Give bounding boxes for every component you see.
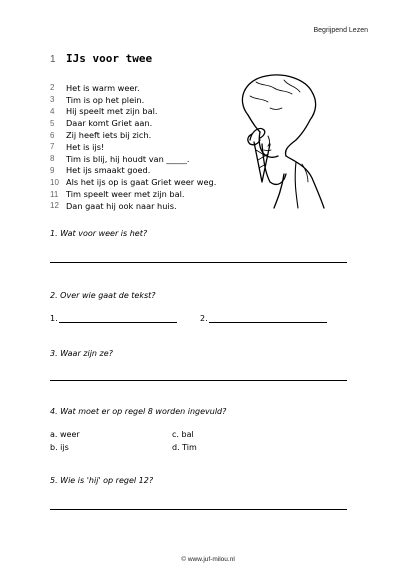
line-number: 8 [50,154,55,164]
story-title: IJs voor twee [66,52,153,65]
line-text: Daar komt Griet aan. [66,118,153,129]
line-text: Het is ijs! [66,141,105,152]
line-text: Het is warm weer. [66,82,140,93]
story-line [50,176,216,188]
story-line [50,106,216,118]
footer-copyright: © www.juf-milou.nl [181,556,235,563]
line-text: Als het ijs op is gaat Griet weer weg. [66,177,217,188]
option-a[interactable]: a. weer [50,430,80,439]
line-number: 5 [50,118,55,128]
line-text: Het ijs smaakt goed. [66,165,151,176]
answer-blank-1[interactable] [59,313,177,323]
line-text: Zij heeft iets bij zich. [66,130,152,141]
line-text: Tim speelt weer met zijn bal. [66,189,185,200]
line-text: Tim is blij, hij houdt van _____. [66,153,190,164]
story-title-row [50,52,152,65]
line-number: 3 [50,95,55,105]
question-4: 4. Wat moet er op regel 8 worden ingevuld? [50,407,227,416]
story-line [50,153,216,165]
answer-pair-2 [200,313,327,323]
answer-label: 2. [200,314,208,323]
answer-line-3[interactable] [50,380,347,381]
answer-label: 1. [50,314,58,323]
answer-line-5[interactable] [50,509,347,510]
story-line [50,94,216,106]
line-number: 10 [50,177,59,187]
question-2: 2. Over wie gaat de tekst? [50,291,156,300]
story-text [50,82,216,212]
option-d[interactable]: d. Tim [172,443,197,452]
line-number: 2 [50,83,55,93]
line-number: 9 [50,165,55,175]
line-number: 4 [50,106,55,116]
answer-line-1[interactable] [50,262,347,263]
story-line [50,165,216,177]
line-number: 6 [50,130,55,140]
option-c[interactable]: c. bal [172,430,194,439]
story-line [50,82,216,94]
question-3: 3. Waar zijn ze? [50,349,113,358]
worksheet-subject: Begrijpend Lezen [313,27,368,34]
story-line [50,188,216,200]
answer-blank-2[interactable] [209,313,327,323]
line-number: 12 [50,201,59,211]
line-text: Dan gaat hij ook naar huis. [66,200,177,211]
story-line [50,129,216,141]
story-line [50,200,216,212]
answer-pair-1 [50,313,177,323]
title-line-number: 1 [50,54,56,65]
option-b[interactable]: b. ijs [50,443,69,452]
story-line [50,141,216,153]
line-number: 11 [50,189,59,199]
girl-eating-ice-cream-icon [226,70,346,210]
question-1: 1. Wat voor weer is het? [50,229,148,238]
line-text: Hij speelt met zijn bal. [66,106,158,117]
line-text: Tim is op het plein. [66,94,145,105]
story-line [50,117,216,129]
question-5: 5. Wie is 'hij' op regel 12? [50,476,154,485]
line-number: 7 [50,142,55,152]
